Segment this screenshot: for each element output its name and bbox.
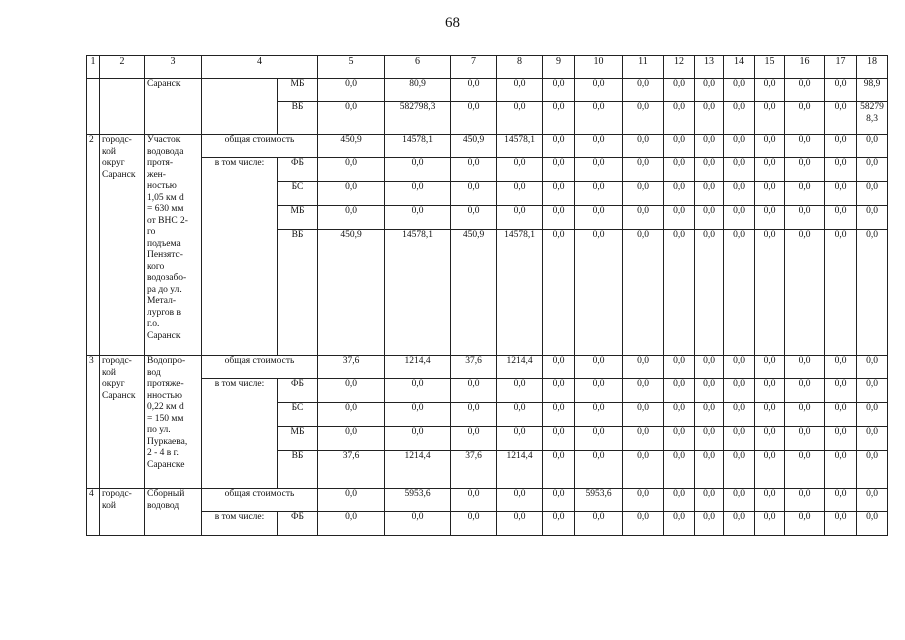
value-cell-col12: 0,0	[664, 403, 695, 427]
object-cell: Сборный водовод	[145, 489, 202, 536]
value-cell-col16: 0,0	[785, 512, 825, 536]
value-cell-col18: 0,0	[857, 379, 888, 403]
value-cell-col5: 0,0	[318, 182, 385, 206]
row-number: 2	[87, 135, 100, 356]
source-cell: МБ	[278, 79, 318, 102]
value-cell-col13: 0,0	[695, 158, 724, 182]
row-number: 3	[87, 356, 100, 489]
value-cell-col16: 0,0	[785, 451, 825, 489]
value-cell-col9: 0,0	[543, 356, 575, 379]
district-cell: городс- кой округ Саранск	[100, 135, 145, 356]
value-cell-col5: 0,0	[318, 489, 385, 512]
value-cell-col5: 37,6	[318, 451, 385, 489]
value-cell-col14: 0,0	[724, 489, 755, 512]
value-cell-col7: 0,0	[451, 206, 497, 230]
value-cell-col17: 0,0	[825, 403, 857, 427]
value-cell-col14: 0,0	[724, 102, 755, 135]
value-cell-col6: 0,0	[385, 403, 451, 427]
district-cell	[100, 79, 145, 135]
value-cell-col14: 0,0	[724, 356, 755, 379]
value-cell-col11: 0,0	[623, 158, 664, 182]
num-cell	[87, 79, 100, 135]
value-cell-col14: 0,0	[724, 403, 755, 427]
value-cell-col7: 37,6	[451, 451, 497, 489]
total-cost-label: общая стоимость	[202, 135, 318, 158]
value-cell-col5: 0,0	[318, 158, 385, 182]
value-cell-col13: 0,0	[695, 427, 724, 451]
value-cell-col11: 0,0	[623, 356, 664, 379]
value-cell-col10: 0,0	[575, 427, 623, 451]
value-cell-col7: 0,0	[451, 427, 497, 451]
value-cell-col12: 0,0	[664, 135, 695, 158]
source-cell: ФБ	[278, 512, 318, 536]
value-cell-col17: 0,0	[825, 356, 857, 379]
value-cell-col12: 0,0	[664, 230, 695, 356]
value-cell-col10: 0,0	[575, 158, 623, 182]
value-cell-col15: 0,0	[755, 206, 785, 230]
including-label: в том числе:	[202, 158, 278, 356]
value-cell-col11: 0,0	[623, 79, 664, 102]
table-row	[87, 158, 888, 182]
value-cell-col5: 0,0	[318, 512, 385, 536]
value-cell-col15: 0,0	[755, 135, 785, 158]
value-cell-col7: 0,0	[451, 182, 497, 206]
value-cell-col10: 0,0	[575, 206, 623, 230]
value-cell-col7: 0,0	[451, 403, 497, 427]
value-cell-col13: 0,0	[695, 206, 724, 230]
value-cell-col5: 0,0	[318, 427, 385, 451]
value-cell-col10: 0,0	[575, 102, 623, 135]
value-cell-col17: 0,0	[825, 489, 857, 512]
value-cell-col17: 0,0	[825, 512, 857, 536]
source-cell: МБ	[278, 206, 318, 230]
value-cell-col13: 0,0	[695, 512, 724, 536]
column-number-15: 15	[755, 56, 785, 79]
value-cell-col6: 0,0	[385, 158, 451, 182]
value-cell-col9: 0,0	[543, 206, 575, 230]
value-cell-col9: 0,0	[543, 427, 575, 451]
value-cell-col13: 0,0	[695, 379, 724, 403]
value-cell-col9: 0,0	[543, 79, 575, 102]
value-cell-col9: 0,0	[543, 451, 575, 489]
total-cost-label: общая стоимость	[202, 356, 318, 379]
value-cell-col6: 0,0	[385, 206, 451, 230]
value-cell-col13: 0,0	[695, 489, 724, 512]
source-cell: БС	[278, 182, 318, 206]
value-cell-col12: 0,0	[664, 158, 695, 182]
value-cell-col5: 0,0	[318, 403, 385, 427]
value-cell-col16: 0,0	[785, 403, 825, 427]
value-cell-col10: 5953,6	[575, 489, 623, 512]
value-cell-col8: 0,0	[497, 427, 543, 451]
column-number-7: 7	[451, 56, 497, 79]
value-cell-col15: 0,0	[755, 102, 785, 135]
value-cell-col7: 0,0	[451, 102, 497, 135]
source-cell: ВБ	[278, 102, 318, 135]
value-cell-col8: 0,0	[497, 102, 543, 135]
value-cell-col18: 98,9	[857, 79, 888, 102]
object-cell: Участок водовода протя- жен- ностью 1,05 км d = 630 мм от ВНС 2- го подъема Пензятс- кого водозабо- ра до ул. Метал- лургов в г.о. Саранск	[145, 135, 202, 356]
value-cell-col10: 0,0	[575, 512, 623, 536]
value-cell-col18: 0,0	[857, 489, 888, 512]
value-cell-col18: 0,0	[857, 427, 888, 451]
value-cell-col15: 0,0	[755, 451, 785, 489]
value-cell-col14: 0,0	[724, 512, 755, 536]
source-cell: ВБ	[278, 451, 318, 489]
value-cell-col15: 0,0	[755, 182, 785, 206]
value-cell-col14: 0,0	[724, 379, 755, 403]
value-cell-col16: 0,0	[785, 379, 825, 403]
value-cell-col11: 0,0	[623, 135, 664, 158]
value-cell-col16: 0,0	[785, 230, 825, 356]
value-cell-col6: 1214,4	[385, 356, 451, 379]
value-cell-col13: 0,0	[695, 182, 724, 206]
value-cell-col12: 0,0	[664, 79, 695, 102]
value-cell-col5: 450,9	[318, 230, 385, 356]
value-cell-col15: 0,0	[755, 158, 785, 182]
value-cell-col11: 0,0	[623, 512, 664, 536]
value-cell-col6: 0,0	[385, 379, 451, 403]
column-number-4: 4	[202, 56, 318, 79]
value-cell-col18: 0,0	[857, 451, 888, 489]
value-cell-col15: 0,0	[755, 489, 785, 512]
table-row	[87, 56, 888, 79]
table-row	[87, 379, 888, 403]
value-cell-col15: 0,0	[755, 512, 785, 536]
value-cell-col8: 0,0	[497, 403, 543, 427]
column-number-5: 5	[318, 56, 385, 79]
value-cell-col5: 0,0	[318, 79, 385, 102]
value-cell-col12: 0,0	[664, 451, 695, 489]
value-cell-col14: 0,0	[724, 158, 755, 182]
value-cell-col12: 0,0	[664, 206, 695, 230]
value-cell-col13: 0,0	[695, 403, 724, 427]
value-cell-col7: 0,0	[451, 158, 497, 182]
value-cell-col18: 0,0	[857, 230, 888, 356]
value-cell-col9: 0,0	[543, 182, 575, 206]
value-cell-col9: 0,0	[543, 379, 575, 403]
value-cell-col8: 14578,1	[497, 135, 543, 158]
value-cell-col16: 0,0	[785, 489, 825, 512]
table-row	[87, 512, 888, 536]
table-row	[87, 489, 888, 512]
value-cell-col5: 0,0	[318, 206, 385, 230]
column-number-18: 18	[857, 56, 888, 79]
value-cell-col14: 0,0	[724, 206, 755, 230]
value-cell-col7: 37,6	[451, 356, 497, 379]
value-cell-col7: 450,9	[451, 135, 497, 158]
row-number: 4	[87, 489, 100, 536]
value-cell-col13: 0,0	[695, 135, 724, 158]
district-cell: городс- кой	[100, 489, 145, 536]
value-cell-col12: 0,0	[664, 102, 695, 135]
value-cell-col17: 0,0	[825, 158, 857, 182]
value-cell-col15: 0,0	[755, 230, 785, 356]
value-cell-col18: 58279 8,3	[857, 102, 888, 135]
value-cell-col18: 0,0	[857, 403, 888, 427]
source-cell: МБ	[278, 427, 318, 451]
value-cell-col11: 0,0	[623, 230, 664, 356]
value-cell-col11: 0,0	[623, 102, 664, 135]
value-cell-col13: 0,0	[695, 79, 724, 102]
total-cost-label: общая стоимость	[202, 489, 318, 512]
value-cell-col11: 0,0	[623, 182, 664, 206]
value-cell-col17: 0,0	[825, 230, 857, 356]
value-cell-col18: 0,0	[857, 182, 888, 206]
value-cell-col6: 0,0	[385, 427, 451, 451]
value-cell-col10: 0,0	[575, 79, 623, 102]
value-cell-col15: 0,0	[755, 79, 785, 102]
value-cell-col17: 0,0	[825, 427, 857, 451]
value-cell-col9: 0,0	[543, 102, 575, 135]
value-cell-col9: 0,0	[543, 489, 575, 512]
value-cell-col5: 37,6	[318, 356, 385, 379]
value-cell-col8: 0,0	[497, 79, 543, 102]
value-cell-col14: 0,0	[724, 135, 755, 158]
value-cell-col15: 0,0	[755, 356, 785, 379]
value-cell-col12: 0,0	[664, 379, 695, 403]
value-cell-col9: 0,0	[543, 135, 575, 158]
value-cell-col18: 0,0	[857, 135, 888, 158]
column-number-11: 11	[623, 56, 664, 79]
value-cell-col9: 0,0	[543, 403, 575, 427]
value-cell-col14: 0,0	[724, 427, 755, 451]
column-number-1: 1	[87, 56, 100, 79]
value-cell-col16: 0,0	[785, 356, 825, 379]
table-row	[87, 79, 888, 102]
value-cell-col10: 0,0	[575, 182, 623, 206]
value-cell-col8: 0,0	[497, 206, 543, 230]
value-cell-col11: 0,0	[623, 206, 664, 230]
value-cell-col12: 0,0	[664, 356, 695, 379]
value-cell-col17: 0,0	[825, 206, 857, 230]
value-cell-col6: 0,0	[385, 512, 451, 536]
value-cell-col14: 0,0	[724, 79, 755, 102]
value-cell-col8: 0,0	[497, 489, 543, 512]
value-cell-col7: 0,0	[451, 379, 497, 403]
value-cell-col16: 0,0	[785, 182, 825, 206]
value-cell-col9: 0,0	[543, 158, 575, 182]
value-cell-col11: 0,0	[623, 403, 664, 427]
column-number-9: 9	[543, 56, 575, 79]
column-number-17: 17	[825, 56, 857, 79]
value-cell-col7: 0,0	[451, 489, 497, 512]
column-number-12: 12	[664, 56, 695, 79]
value-cell-col8: 0,0	[497, 512, 543, 536]
value-cell-col10: 0,0	[575, 403, 623, 427]
source-cell: БС	[278, 403, 318, 427]
value-cell-col16: 0,0	[785, 206, 825, 230]
value-cell-col12: 0,0	[664, 489, 695, 512]
value-cell-col6: 0,0	[385, 182, 451, 206]
value-cell-col17: 0,0	[825, 79, 857, 102]
value-cell-col18: 0,0	[857, 206, 888, 230]
column-number-10: 10	[575, 56, 623, 79]
value-cell-col13: 0,0	[695, 451, 724, 489]
value-cell-col9: 0,0	[543, 512, 575, 536]
column-number-2: 2	[100, 56, 145, 79]
value-cell-col15: 0,0	[755, 379, 785, 403]
value-cell-col10: 0,0	[575, 356, 623, 379]
value-cell-col17: 0,0	[825, 379, 857, 403]
value-cell-col10: 0,0	[575, 379, 623, 403]
value-cell-col8: 14578,1	[497, 230, 543, 356]
value-cell-col11: 0,0	[623, 451, 664, 489]
value-cell-col17: 0,0	[825, 451, 857, 489]
value-cell-col14: 0,0	[724, 230, 755, 356]
including-label: в том числе:	[202, 512, 278, 536]
value-cell-col10: 0,0	[575, 230, 623, 356]
column-number-8: 8	[497, 56, 543, 79]
including-label: в том числе:	[202, 379, 278, 489]
value-cell-col12: 0,0	[664, 182, 695, 206]
value-cell-col18: 0,0	[857, 158, 888, 182]
source-cell: ВБ	[278, 230, 318, 356]
value-cell-col14: 0,0	[724, 182, 755, 206]
value-cell-col7: 0,0	[451, 512, 497, 536]
value-cell-col16: 0,0	[785, 79, 825, 102]
column-number-6: 6	[385, 56, 451, 79]
column-number-14: 14	[724, 56, 755, 79]
value-cell-col16: 0,0	[785, 427, 825, 451]
value-cell-col18: 0,0	[857, 512, 888, 536]
value-cell-col8: 0,0	[497, 182, 543, 206]
value-cell-col11: 0,0	[623, 489, 664, 512]
value-cell-col6: 80,9	[385, 79, 451, 102]
value-cell-col16: 0,0	[785, 102, 825, 135]
page-number: 68	[445, 15, 460, 31]
table-row	[87, 356, 888, 379]
value-cell-col13: 0,0	[695, 230, 724, 356]
value-cell-col6: 14578,1	[385, 135, 451, 158]
value-cell-col17: 0,0	[825, 135, 857, 158]
value-cell-col8: 1214,4	[497, 356, 543, 379]
object-cell: Водопро- вод протяже- нностью 0,22 км d = 150 мм по ул. Пуркаева, 2 - 4 в г. Саранске	[145, 356, 202, 489]
column-number-13: 13	[695, 56, 724, 79]
column-number-16: 16	[785, 56, 825, 79]
value-cell-col8: 0,0	[497, 158, 543, 182]
value-cell-col5: 0,0	[318, 379, 385, 403]
label-cell	[202, 79, 278, 135]
value-cell-col17: 0,0	[825, 102, 857, 135]
value-cell-col18: 0,0	[857, 356, 888, 379]
value-cell-col17: 0,0	[825, 182, 857, 206]
value-cell-col15: 0,0	[755, 427, 785, 451]
value-cell-col16: 0,0	[785, 135, 825, 158]
table-row	[87, 135, 888, 158]
value-cell-col11: 0,0	[623, 427, 664, 451]
value-cell-col7: 0,0	[451, 79, 497, 102]
value-cell-col12: 0,0	[664, 512, 695, 536]
value-cell-col6: 5953,6	[385, 489, 451, 512]
district-cell: городс- кой округ Саранск	[100, 356, 145, 489]
value-cell-col10: 0,0	[575, 451, 623, 489]
value-cell-col15: 0,0	[755, 403, 785, 427]
value-cell-col12: 0,0	[664, 427, 695, 451]
value-cell-col7: 450,9	[451, 230, 497, 356]
value-cell-col13: 0,0	[695, 356, 724, 379]
value-cell-col6: 1214,4	[385, 451, 451, 489]
value-cell-col11: 0,0	[623, 379, 664, 403]
source-cell: ФБ	[278, 379, 318, 403]
object-cell: Саранск	[145, 79, 202, 135]
value-cell-col16: 0,0	[785, 158, 825, 182]
source-cell: ФБ	[278, 158, 318, 182]
value-cell-col9: 0,0	[543, 230, 575, 356]
value-cell-col8: 0,0	[497, 379, 543, 403]
value-cell-col5: 450,9	[318, 135, 385, 158]
financing-table	[86, 55, 888, 536]
column-number-3: 3	[145, 56, 202, 79]
value-cell-col5: 0,0	[318, 102, 385, 135]
value-cell-col6: 582798,3	[385, 102, 451, 135]
value-cell-col8: 1214,4	[497, 451, 543, 489]
value-cell-col14: 0,0	[724, 451, 755, 489]
value-cell-col10: 0,0	[575, 135, 623, 158]
value-cell-col6: 14578,1	[385, 230, 451, 356]
value-cell-col13: 0,0	[695, 102, 724, 135]
